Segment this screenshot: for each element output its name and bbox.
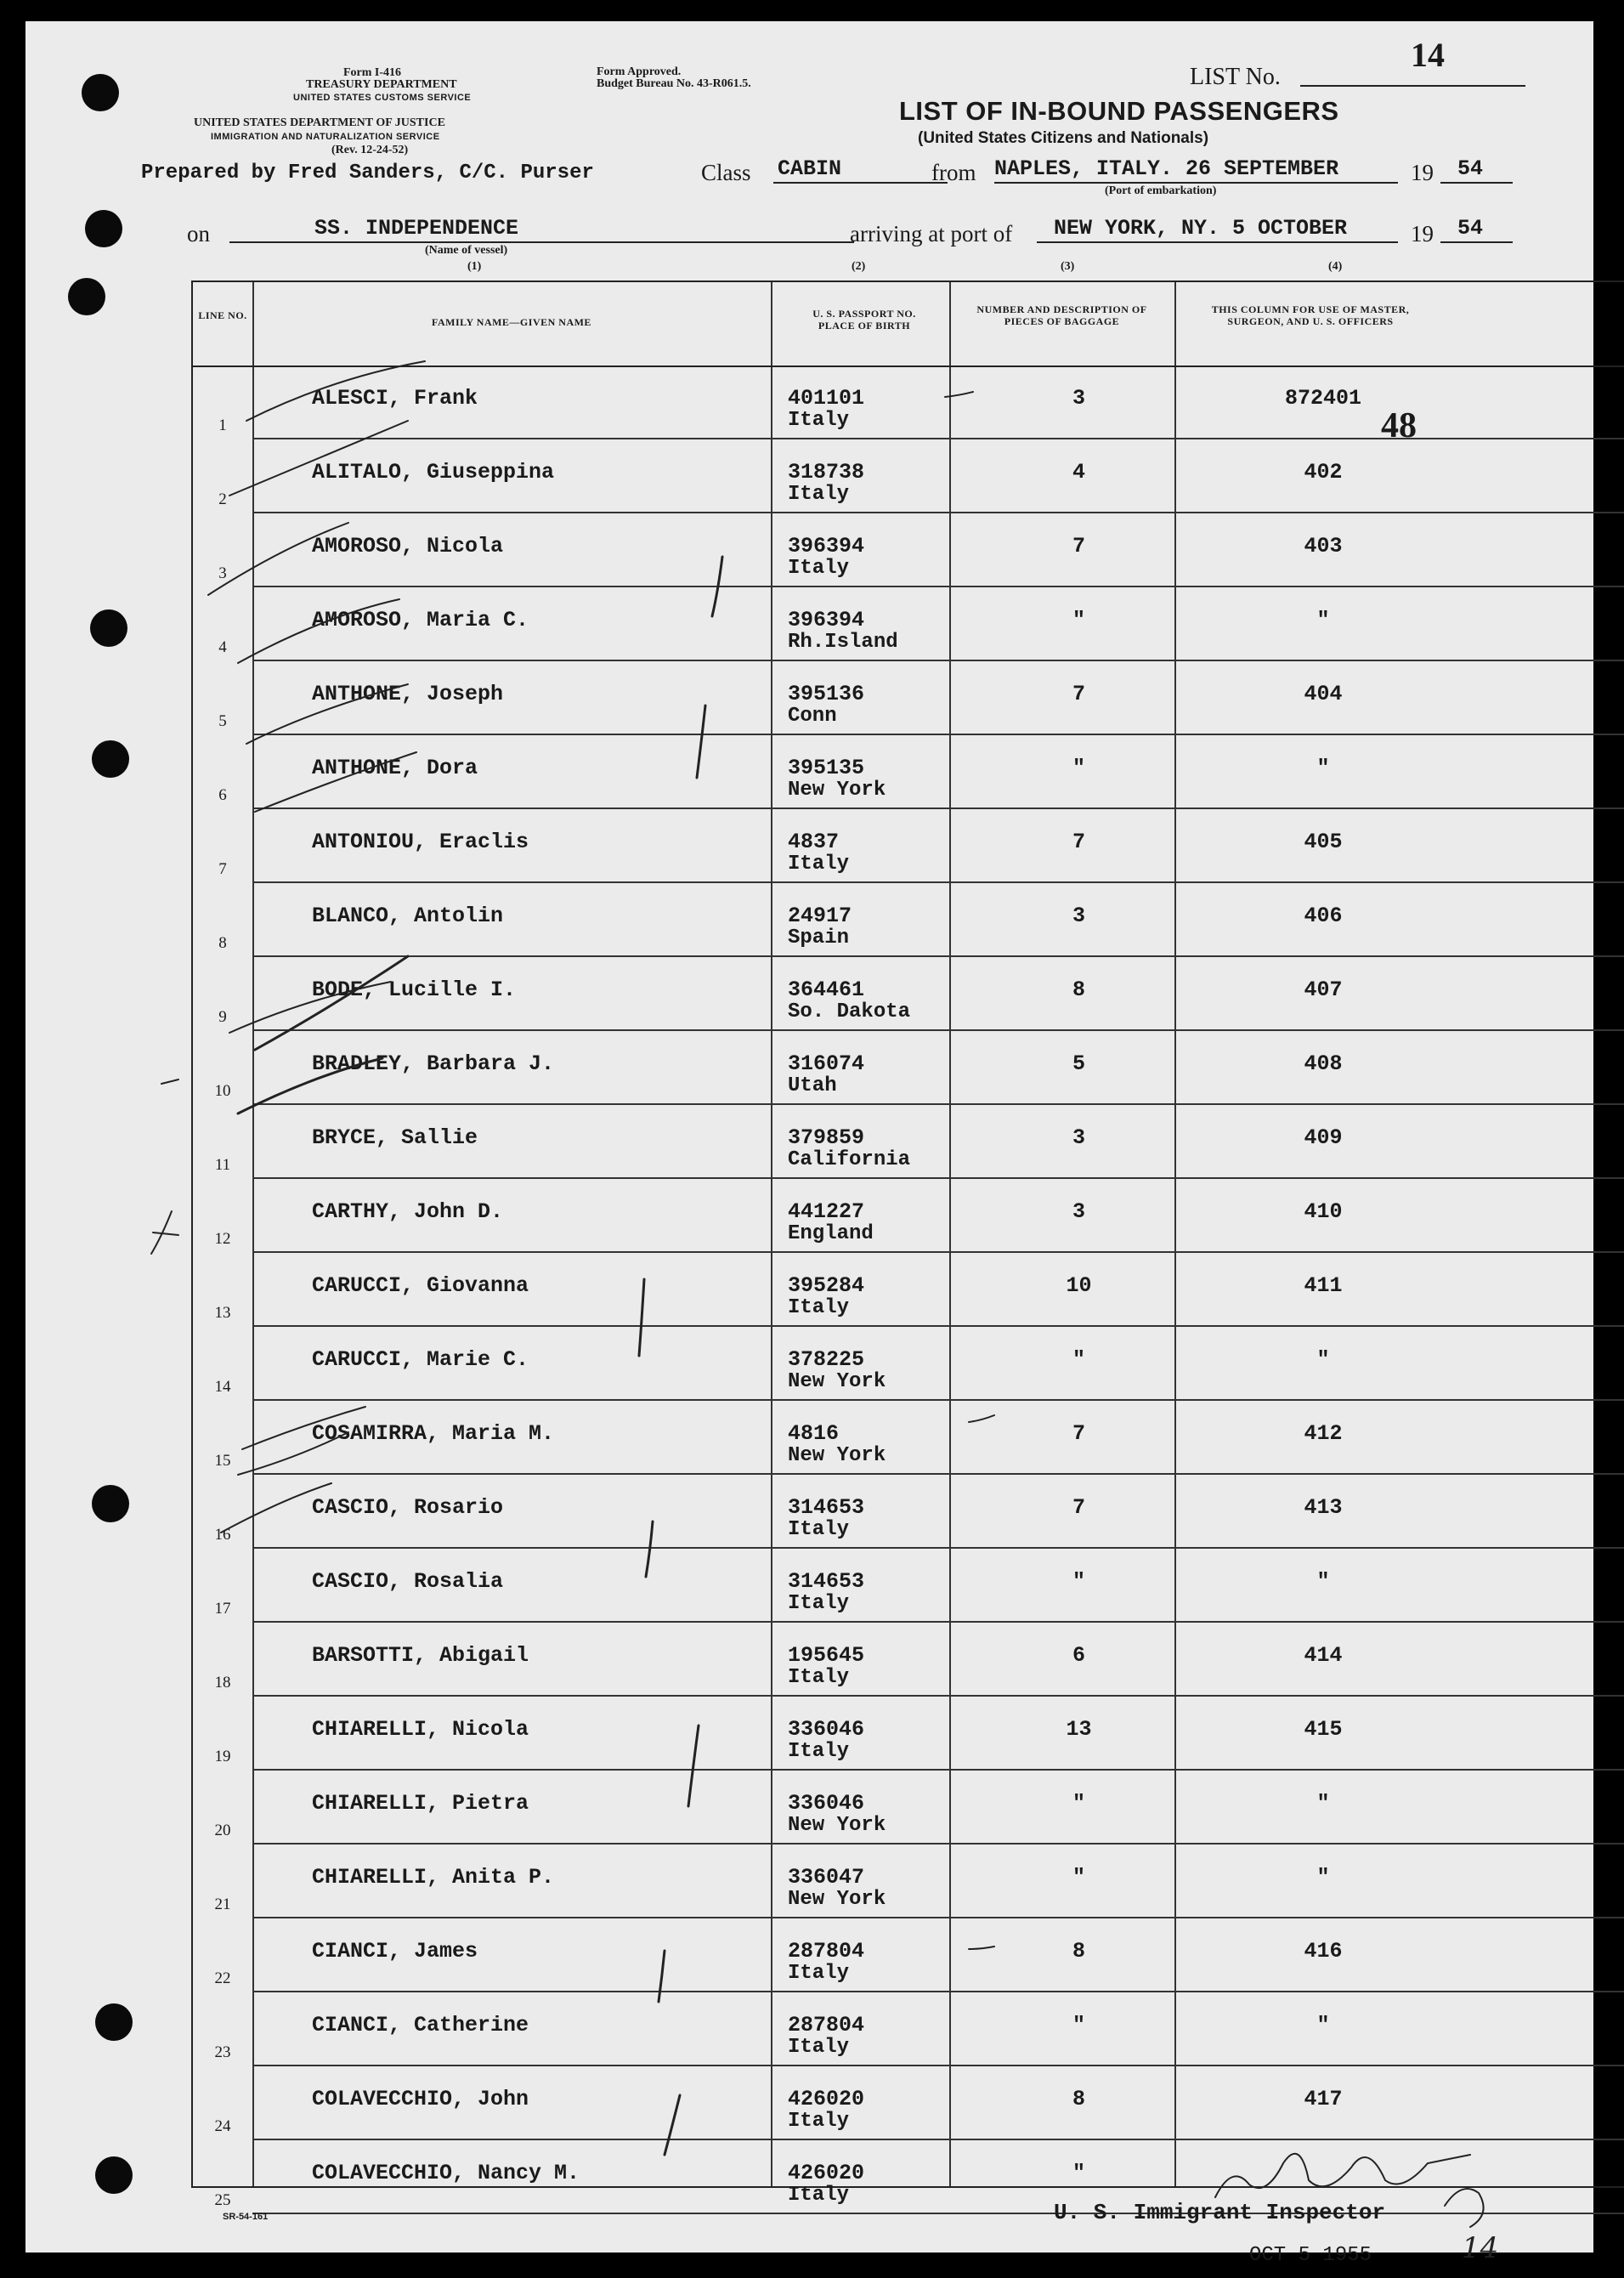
vessel-name: SS. INDEPENDENCE <box>314 216 519 241</box>
revision-date: (Rev. 12-24-52) <box>331 144 409 156</box>
baggage-count: 7 <box>1072 534 1085 558</box>
passport-number: 4837 <box>788 830 840 854</box>
line-number: 2 <box>218 490 227 508</box>
passenger-name: BLANCO, Antolin <box>312 904 504 928</box>
officer-entry: " <box>1316 756 1330 780</box>
officer-entry: 872401 <box>1284 386 1361 411</box>
officer-entry: " <box>1316 1865 1330 1890</box>
passenger-name: CIANCI, Catherine <box>312 2013 529 2037</box>
officer-entry: " <box>1316 1347 1330 1372</box>
passport-number: 336046 <box>788 1717 865 1742</box>
passenger-name: CHIARELLI, Nicola <box>312 1717 529 1742</box>
passenger-name: BRADLEY, Barbara J. <box>312 1051 555 1076</box>
line-number: 21 <box>214 1896 231 1913</box>
handwritten-marks <box>25 21 1593 2252</box>
passenger-name: CARUCCI, Marie C. <box>312 1347 529 1372</box>
place-of-birth: Italy <box>788 2110 850 2133</box>
line-number: 20 <box>214 1822 231 1839</box>
baggage-count: " <box>1072 2013 1085 2037</box>
baggage-count: " <box>1072 1569 1085 1594</box>
baggage-count: 7 <box>1072 682 1085 706</box>
passport-number: 396394 <box>788 534 865 558</box>
form-approved: Form Approved. <box>597 65 682 78</box>
passport-number: 426020 <box>788 2087 865 2111</box>
passport-number: 395136 <box>788 682 865 706</box>
line-number: 22 <box>214 1969 231 1987</box>
line-number: 24 <box>214 2117 231 2135</box>
place-of-birth: New York <box>788 1814 886 1837</box>
line-number: 25 <box>214 2191 231 2209</box>
place-of-birth: Italy <box>788 1296 850 1319</box>
passport-number: 396394 <box>788 608 865 632</box>
place-of-birth: New York <box>788 779 886 802</box>
arriving-label: arriving at port of <box>850 221 1013 246</box>
col-header-line-no: LINE NO. <box>198 309 247 321</box>
officer-entry: 405 <box>1304 830 1343 854</box>
passport-number: 318738 <box>788 460 865 484</box>
officer-entry: 406 <box>1304 904 1343 928</box>
place-of-birth: Rh.Island <box>788 631 898 654</box>
place-of-birth: Italy <box>788 1518 850 1541</box>
line-number: 4 <box>218 638 227 656</box>
col-header-name: FAMILY NAME—GIVEN NAME <box>432 316 591 328</box>
line-number: 7 <box>218 860 227 878</box>
passenger-name: ANTONIOU, Eraclis <box>312 830 529 854</box>
line-number: 13 <box>214 1304 231 1322</box>
passport-number: 314653 <box>788 1569 865 1594</box>
passport-number: 24917 <box>788 904 852 928</box>
officer-entry: 402 <box>1304 460 1343 484</box>
passport-number: 314653 <box>788 1495 865 1520</box>
col-num-3: (3) <box>1061 260 1075 273</box>
passport-number: 426020 <box>788 2161 865 2185</box>
passport-number: 4816 <box>788 1421 840 1446</box>
line-number: 12 <box>214 1230 231 1248</box>
embarkation-port: NAPLES, ITALY. 26 SEPTEMBER <box>994 156 1339 181</box>
baggage-count: 7 <box>1072 830 1085 854</box>
officer-entry: 404 <box>1304 682 1343 706</box>
col-header-baggage: NUMBER AND DESCRIPTION OF PIECES OF BAGGAGE <box>976 303 1147 327</box>
year-prefix: 19 <box>1411 160 1434 185</box>
form-number: Form I-416 <box>343 66 402 79</box>
baggage-count: 8 <box>1072 1939 1085 1964</box>
passport-number: 379859 <box>788 1125 865 1150</box>
place-of-birth: Italy <box>788 2184 850 2207</box>
inspector-label: U. S. Immigrant Inspector <box>1054 2200 1386 2225</box>
line-number: 19 <box>214 1748 231 1765</box>
place-of-birth: Italy <box>788 1592 850 1615</box>
officer-entry: 412 <box>1304 1421 1343 1446</box>
line-number: 11 <box>214 1156 231 1174</box>
class-value: CABIN <box>778 156 842 181</box>
passenger-name: CARTHY, John D. <box>312 1199 504 1224</box>
baggage-count: " <box>1072 1865 1085 1890</box>
baggage-count: 3 <box>1072 386 1085 411</box>
baggage-count: 3 <box>1072 1125 1085 1150</box>
line-number: 16 <box>214 1526 231 1544</box>
line-number: 6 <box>218 786 227 804</box>
officer-entry: " <box>1316 1569 1330 1594</box>
officer-entry: 417 <box>1304 2087 1343 2111</box>
passenger-name: CHIARELLI, Anita P. <box>312 1865 555 1890</box>
passenger-name: CASCIO, Rosario <box>312 1495 504 1520</box>
passport-number: 401101 <box>788 386 865 411</box>
place-of-birth: New York <box>788 1888 886 1911</box>
line-number: 3 <box>218 564 227 582</box>
place-of-birth: Italy <box>788 409 850 432</box>
line-number: 14 <box>214 1378 231 1396</box>
line-number: 10 <box>214 1082 231 1100</box>
prepared-by: Prepared by Fred Sanders, C/C. Purser <box>141 162 594 184</box>
baggage-count: " <box>1072 1791 1085 1816</box>
place-of-birth: Utah <box>788 1074 837 1097</box>
budget-bureau: Budget Bureau No. 43-R061.5. <box>597 77 751 90</box>
place-of-birth: Italy <box>788 2036 850 2059</box>
passenger-name: AMOROSO, Nicola <box>312 534 504 558</box>
passenger-name: BRYCE, Sallie <box>312 1125 478 1150</box>
col-num-1: (1) <box>467 260 482 273</box>
place-of-birth: Italy <box>788 557 850 580</box>
baggage-count: 8 <box>1072 978 1085 1002</box>
officer-entry: 413 <box>1304 1495 1343 1520</box>
date-stamp: OCT 5 1955 <box>1249 2244 1372 2267</box>
baggage-count: 7 <box>1072 1421 1085 1446</box>
officer-entry: 407 <box>1304 978 1343 1002</box>
passenger-name: ANTHONE, Dora <box>312 756 478 780</box>
baggage-count: " <box>1072 2161 1085 2185</box>
baggage-count: 13 <box>1066 1717 1092 1742</box>
line-number: 9 <box>218 1008 227 1026</box>
document-subtitle: (United States Citizens and Nationals) <box>918 129 1209 147</box>
place-of-birth: Italy <box>788 1740 850 1763</box>
year-prefix-arr: 19 <box>1411 221 1434 246</box>
col-header-passport: U. S. PASSPORT NO. PLACE OF BIRTH <box>812 308 916 332</box>
passenger-name: BODE, Lucille I. <box>312 978 517 1002</box>
officer-entry: 403 <box>1304 534 1343 558</box>
officer-entry: 414 <box>1304 1643 1343 1668</box>
vessel-caption: (Name of vessel) <box>425 244 508 257</box>
year-from: 54 <box>1457 156 1484 181</box>
place-of-birth: Italy <box>788 1962 850 1985</box>
line-number: 18 <box>214 1674 231 1692</box>
ins-service: IMMIGRATION AND NATURALIZATION SERVICE <box>211 132 440 142</box>
passenger-name: COSAMIRRA, Maria M. <box>312 1421 555 1446</box>
passenger-name: ALITALO, Giuseppina <box>312 460 555 484</box>
passenger-name: CASCIO, Rosalia <box>312 1569 504 1594</box>
officer-entry: 408 <box>1304 1051 1343 1076</box>
officer-entry: 416 <box>1304 1939 1343 1964</box>
justice-dept: UNITED STATES DEPARTMENT OF JUSTICE <box>194 116 445 129</box>
col-header-officers: THIS COLUMN FOR USE OF MASTER, SURGEON, AND U. S. OFFICERS <box>1211 303 1410 327</box>
list-number: 14 <box>1411 36 1445 74</box>
officer-entry: 411 <box>1304 1273 1343 1298</box>
place-of-birth: Italy <box>788 853 850 876</box>
line-number: 8 <box>218 934 227 952</box>
baggage-count: 10 <box>1066 1273 1092 1298</box>
line-number: 1 <box>218 416 227 434</box>
place-of-birth: California <box>788 1148 911 1171</box>
passenger-name: AMOROSO, Maria C. <box>312 608 529 632</box>
baggage-count: " <box>1072 756 1085 780</box>
place-of-birth: Conn <box>788 705 837 728</box>
officer-entry: " <box>1316 1791 1330 1816</box>
passenger-name: ALESCI, Frank <box>312 386 478 411</box>
passport-number: 336047 <box>788 1865 865 1890</box>
place-of-birth: New York <box>788 1444 886 1467</box>
officer-entry: 415 <box>1304 1717 1343 1742</box>
passenger-name: BARSOTTI, Abigail <box>312 1643 529 1668</box>
passenger-name: ANTHONE, Joseph <box>312 682 504 706</box>
document-title: LIST OF IN-BOUND PASSENGERS <box>899 96 1339 126</box>
list-no-label: LIST No. <box>1190 64 1281 90</box>
place-of-birth: Italy <box>788 1666 850 1689</box>
passport-number: 378225 <box>788 1347 865 1372</box>
from-label: from <box>931 160 976 185</box>
passport-number: 195645 <box>788 1643 865 1668</box>
passport-number: 395284 <box>788 1273 865 1298</box>
baggage-count: 3 <box>1072 904 1085 928</box>
passport-number: 364461 <box>788 978 865 1002</box>
passport-number: 316074 <box>788 1051 865 1076</box>
baggage-count: " <box>1072 608 1085 632</box>
baggage-count: 7 <box>1072 1495 1085 1520</box>
manifest-page <box>25 21 1593 2267</box>
count-annotation: 48 <box>1381 406 1417 445</box>
passenger-name: COLAVECCHIO, John <box>312 2087 529 2111</box>
place-of-birth: So. Dakota <box>788 1000 911 1023</box>
on-label: on <box>187 221 210 246</box>
form-code: SR-54-161 <box>223 2212 269 2222</box>
baggage-count: 4 <box>1072 460 1085 484</box>
baggage-count: 3 <box>1072 1199 1085 1224</box>
baggage-count: 5 <box>1072 1051 1085 1076</box>
line-number: 5 <box>218 712 227 730</box>
passport-number: 395135 <box>788 756 865 780</box>
passenger-name: CARUCCI, Giovanna <box>312 1273 529 1298</box>
passport-number: 287804 <box>788 1939 865 1964</box>
customs-service: UNITED STATES CUSTOMS SERVICE <box>293 93 472 103</box>
line-number: 23 <box>214 2043 231 2061</box>
officer-entry: 410 <box>1304 1199 1343 1224</box>
col-num-2: (2) <box>852 260 866 273</box>
passport-number: 441227 <box>788 1199 865 1224</box>
place-of-birth: Italy <box>788 483 850 506</box>
passport-number: 336046 <box>788 1791 865 1816</box>
baggage-count: 8 <box>1072 2087 1085 2111</box>
col-num-4: (4) <box>1328 260 1343 273</box>
place-of-birth: Spain <box>788 926 850 949</box>
officer-entry: " <box>1316 608 1330 632</box>
margin-note: 14 <box>1462 2231 1499 2265</box>
port-caption: (Port of embarkation) <box>1105 184 1217 197</box>
baggage-count: " <box>1072 1347 1085 1372</box>
treasury-dept: TREASURY DEPARTMENT <box>306 78 457 91</box>
year-arrival: 54 <box>1457 216 1484 241</box>
officer-entry: " <box>1316 2013 1330 2037</box>
baggage-count: 6 <box>1072 1643 1085 1668</box>
arrival-port: NEW YORK, NY. 5 OCTOBER <box>1054 216 1348 241</box>
place-of-birth: England <box>788 1222 874 1245</box>
passenger-name: CHIARELLI, Pietra <box>312 1791 529 1816</box>
line-number: 15 <box>214 1452 231 1470</box>
officer-entry: 409 <box>1304 1125 1343 1150</box>
passport-number: 287804 <box>788 2013 865 2037</box>
passenger-name: COLAVECCHIO, Nancy M. <box>312 2161 580 2185</box>
line-number: 17 <box>214 1600 231 1618</box>
passenger-name: CIANCI, James <box>312 1939 478 1964</box>
place-of-birth: New York <box>788 1370 886 1393</box>
class-label: Class <box>701 160 751 185</box>
